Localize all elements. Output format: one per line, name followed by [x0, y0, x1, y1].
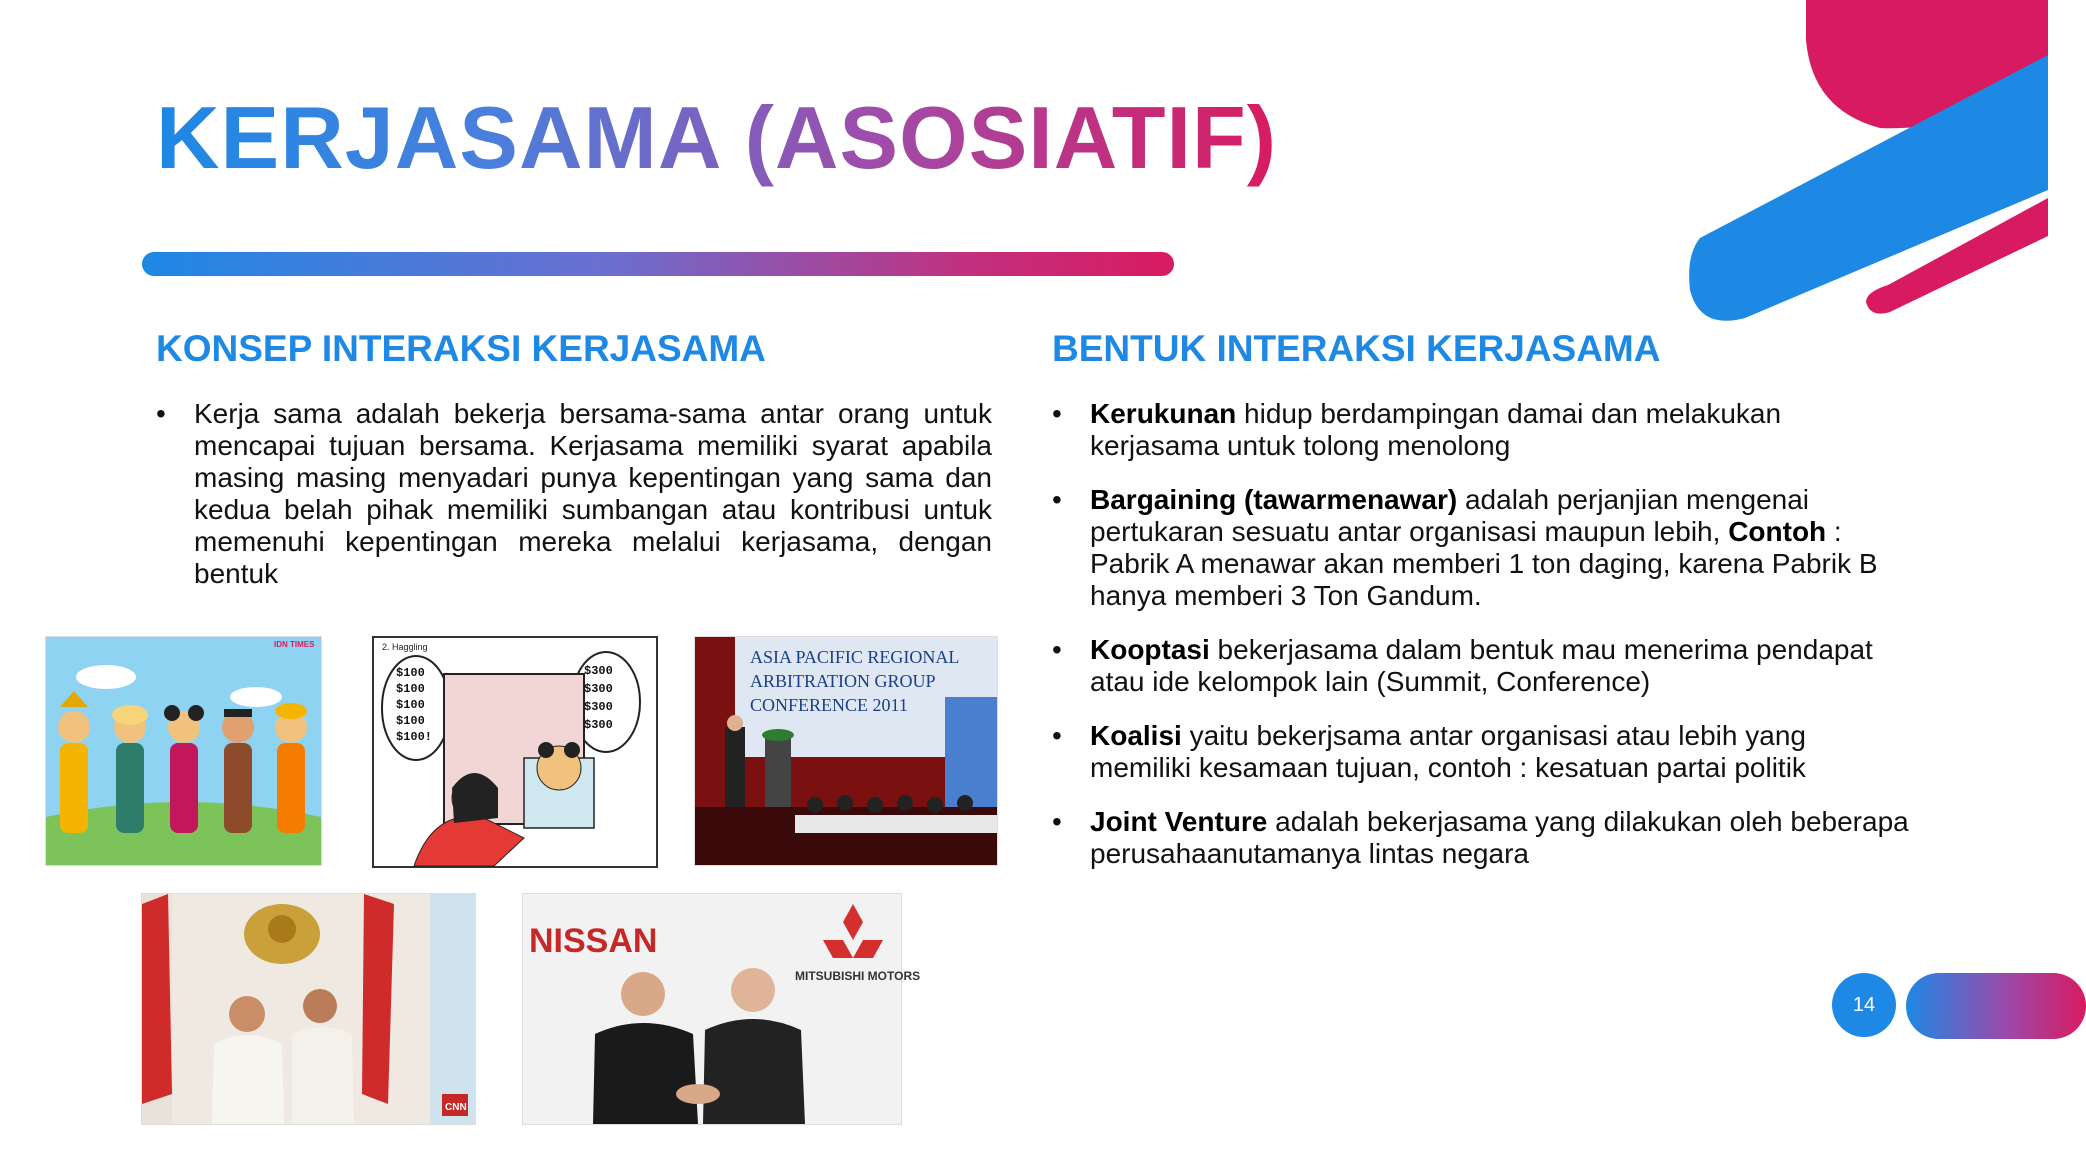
image-cartoon-people — [45, 636, 322, 866]
item-text: yaitu bekerjsama antar organisasi atau lebih yang memiliki kesamaan tujuan, contoh : kesatuan partai politik — [1090, 720, 1806, 783]
item-term: Koalisi — [1090, 720, 1182, 751]
bullet: • — [1052, 720, 1062, 751]
list-item — [1052, 634, 1912, 698]
bullet: • — [156, 398, 166, 429]
svg-text:$300: $300 — [584, 718, 613, 732]
left-section-heading: KONSEP INTERAKSI KERJASAMA — [156, 328, 766, 369]
slide-title: KERJASAMA (ASOSIATIF) — [156, 88, 1277, 187]
image-conference — [694, 636, 998, 866]
list-item — [1052, 806, 1912, 870]
page-number-accent-pill — [1906, 973, 2086, 1039]
svg-text:$300: $300 — [584, 682, 613, 696]
image-haggling-cartoon — [372, 636, 658, 868]
list-item — [1052, 484, 1912, 612]
mitsubishi-logo-text: MITSUBISHI MOTORS — [795, 969, 921, 983]
svg-text:$100: $100 — [396, 698, 425, 712]
badge-text: CNN — [445, 1102, 467, 1113]
forms-list — [1052, 398, 1912, 892]
title-underline-bar — [142, 252, 1174, 276]
item-text: bekerjasama dalam bentuk mau menerima pendapat atau ide kelompok lain (Summit, Conference) — [1090, 634, 1873, 697]
item-term-example: Contoh — [1728, 516, 1827, 547]
caption-text: 2. Haggling — [382, 642, 428, 652]
svg-text:$300: $300 — [584, 700, 613, 714]
list-item — [1052, 720, 1912, 784]
svg-text:$300: $300 — [584, 664, 613, 678]
nissan-logo-text: NISSAN — [529, 922, 658, 960]
bullet: • — [1052, 484, 1062, 515]
item-term: Bargaining (tawarmenawar) — [1090, 484, 1458, 515]
svg-text:$100: $100 — [396, 714, 425, 728]
svg-text:ARBITRATION GROUP: ARBITRATION GROUP — [750, 671, 936, 691]
item-text: adalah perjanjian mengenai pertukaran sesuatu antar organisasi maupun lebih, — [1090, 484, 1810, 547]
svg-text:$100!: $100! — [396, 730, 433, 744]
bullet: • — [1052, 806, 1062, 837]
item-text: adalah bekerjasama yang dilakukan oleh beberapa perusahaanutamanya lintas negara — [1090, 806, 1909, 869]
image-nissan-mitsubishi — [522, 893, 921, 1125]
item-term: Kooptasi — [1090, 634, 1210, 665]
item-text-example: : Pabrik A menawar akan memberi 1 ton daging, karena Pabrik B hanya memberi 3 Ton Gandum. — [1090, 516, 1878, 611]
list-item — [1052, 398, 1912, 462]
bullet: • — [1052, 398, 1062, 429]
svg-text:CONFERENCE 2011: CONFERENCE 2011 — [750, 695, 908, 715]
right-section-heading: BENTUK INTERAKSI KERJASAMA — [1052, 328, 1661, 369]
item-term: Joint Venture — [1090, 806, 1268, 837]
item-term: Kerukunan — [1090, 398, 1237, 429]
bullet: • — [1052, 634, 1062, 665]
svg-text:ASIA PACIFIC REGIONAL: ASIA PACIFIC REGIONAL — [750, 647, 960, 667]
page-number: 14 — [1832, 973, 1896, 1037]
concept-paragraph — [156, 398, 992, 590]
concept-text: Kerja sama adalah bekerja bersama-sama antar orang untuk mencapai tujuan bersama. Kerjasama memiliki syarat apabila masing masing menyadari punya kepentingan yang sama dan kedua belah pihak memiliki sumbangan atau kontribusi untuk memenuhi kepentingan mereka melalui kerjasama, dengan bentuk — [194, 398, 992, 589]
badge-text: IDN TIMES — [274, 640, 315, 649]
svg-text:$100: $100 — [396, 666, 425, 680]
image-politicians-handshake — [141, 893, 476, 1125]
item-text: hidup berdampingan damai dan melakukan kerjasama untuk tolong menolong — [1090, 398, 1782, 461]
svg-text:$100: $100 — [396, 682, 425, 696]
